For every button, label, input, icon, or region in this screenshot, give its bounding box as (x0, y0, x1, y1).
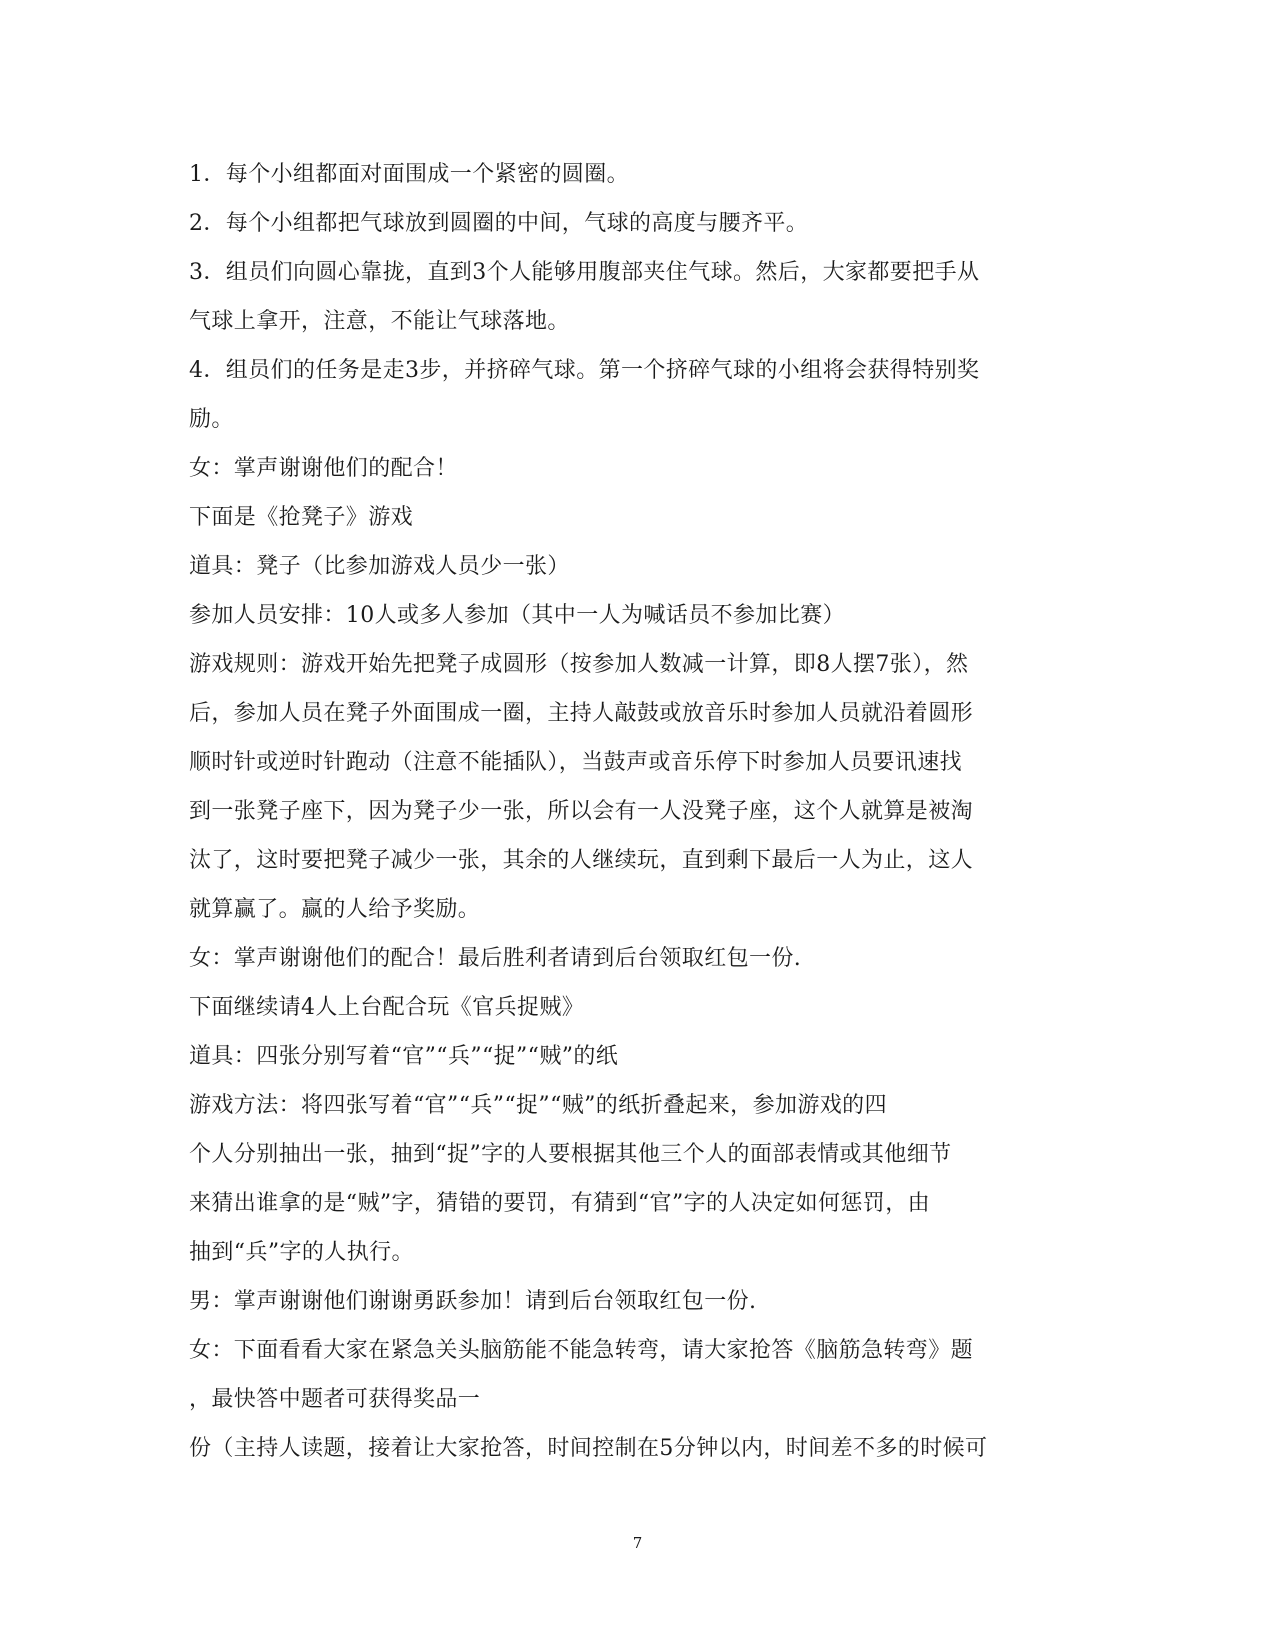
text-line: 男：掌声谢谢他们谢谢勇跃参加！请到后台领取红包一份. (189, 1289, 757, 1314)
text-line: 气球上拿开，注意，不能让气球落地。 (189, 309, 570, 334)
text-line: 女：掌声谢谢他们的配合！ (189, 456, 458, 481)
text-line: 顺时针或逆时针跑动（注意不能插队），当鼓声或音乐停下时参加人员要讯速找 (189, 750, 963, 775)
text-line: 1．每个小组都面对面围成一个紧密的圆圈。 (189, 162, 629, 187)
text-line: 参加人员安排：10人或多人参加（其中一人为喊话员不参加比赛） (189, 603, 845, 628)
page-number: 7 (632, 1534, 643, 1552)
text-line: 个人分别抽出一张，抽到“捉”字的人要根据其他三个人的面部表情或其他细节 (189, 1142, 952, 1167)
text-line: 游戏规则：游戏开始先把凳子成圆形（按参加人数减一计算，即8人摆7张），然 (189, 652, 969, 677)
text-line: 道具：凳子（比参加游戏人员少一张） (189, 554, 570, 579)
text-line: 抽到“兵”字的人执行。 (189, 1240, 414, 1265)
text-line: 就算赢了。赢的人给予奖励。 (189, 897, 481, 922)
text-line: 到一张凳子座下，因为凳子少一张，所以会有一人没凳子座，这个人就算是被淘 (189, 799, 974, 824)
text-line: 2．每个小组都把气球放到圆圈的中间，气球的高度与腰齐平。 (189, 211, 809, 236)
text-line: 下面是《抢凳子》游戏 (189, 505, 414, 530)
text-line: 道具：四张分别写着“官”“兵”“捉”“贼”的纸 (189, 1044, 619, 1069)
body-text (189, 150, 1089, 1473)
text-line: ，最快答中题者可获得奖品一 (189, 1387, 481, 1412)
text-line: 来猜出谁拿的是“贼”字，猜错的要罚，有猜到“官”字的人决定如何惩罚，由 (189, 1191, 930, 1216)
text-line: 女：下面看看大家在紧急关头脑筋能不能急转弯，请大家抢答《脑筋急转弯》题 (189, 1338, 974, 1363)
text-line: 汰了，这时要把凳子减少一张，其余的人继续玩，直到剩下最后一人为止，这人 (189, 848, 974, 873)
text-line: 游戏方法：将四张写着“官”“兵”“捉”“贼”的纸折叠起来，参加游戏的四 (189, 1093, 887, 1118)
text-line: 励。 (189, 407, 234, 432)
text-line: 3．组员们向圆心靠拢，直到3个人能够用腹部夹住气球。然后，大家都要把手从 (189, 260, 980, 285)
text-line: 女：掌声谢谢他们的配合！最后胜利者请到后台领取红包一份. (189, 946, 802, 971)
text-line: 后，参加人员在凳子外面围成一圈，主持人敲鼓或放音乐时参加人员就沿着圆形 (189, 701, 974, 726)
text-line: 4．组员们的任务是走3步，并挤碎气球。第一个挤碎气球的小组将会获得特别奖 (189, 358, 980, 383)
text-line: 份（主持人读题，接着让大家抢答，时间控制在5分钟以内，时间差不多的时候可 (189, 1436, 988, 1461)
text-line: 下面继续请4人上台配合玩《官兵捉贼》 (189, 995, 585, 1020)
